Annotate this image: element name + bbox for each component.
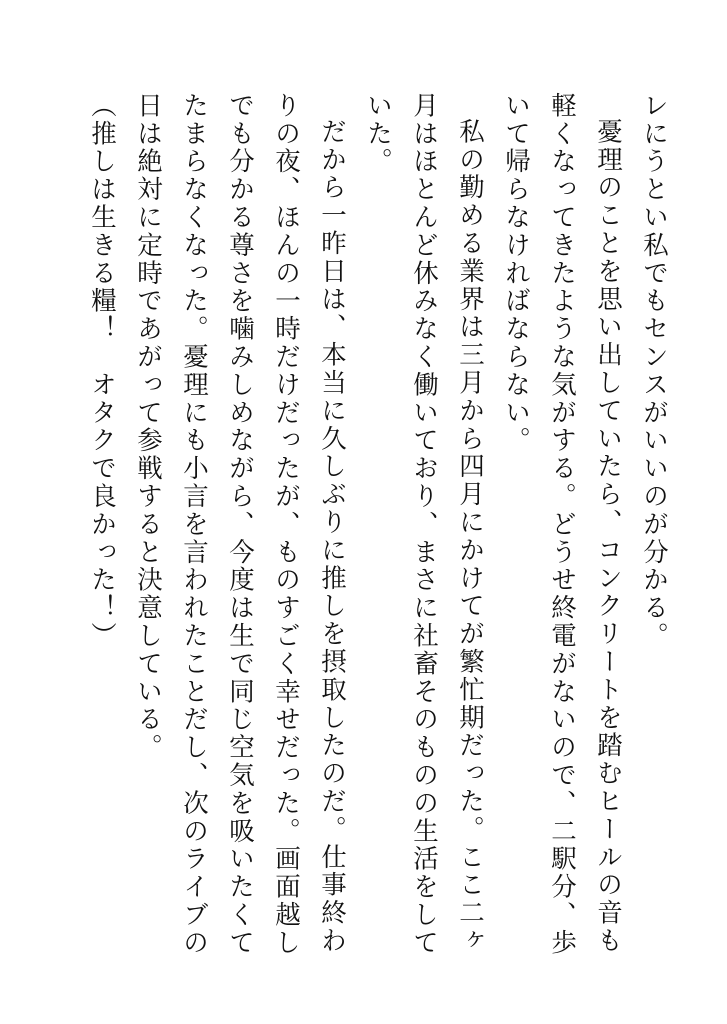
paragraph-3: 私の勤める業界は三月から四月にかけてが繁忙期だった。ここ二ヶ月はほとんど休みなく働いており、まさに社畜そのものの生活をしていた。 — [363, 92, 485, 957]
paragraph-4: だから一昨日は、本当に久しぶりに推しを摂取したのだ。仕事終わりの夜、ほんの一時だけだったが、ものすごく幸せだった。画面越しでも分かる尊さを噛みしめながら、今度は生で同じ空気を吸いたくてたまらなくなった。憂理にも小言を言われたことだし、次のライブの日は絶対に定時であがって参戦すると決意している。 — [133, 92, 347, 957]
vertical-text-body — [79, 92, 677, 972]
paragraph-2: 憂理のことを思い出していたら、コンクリートを踏むヒールの音も軽くなってきたような気がする。どうせ終電がないので、二駅分、歩いて帰らなければならない。 — [501, 92, 623, 957]
paragraph-1: レにうとい私でもセンスがいいのが分かる。 — [639, 92, 669, 650]
paragraph-5: （推しは生きる糧！ オタクで良かった！） — [87, 92, 117, 650]
